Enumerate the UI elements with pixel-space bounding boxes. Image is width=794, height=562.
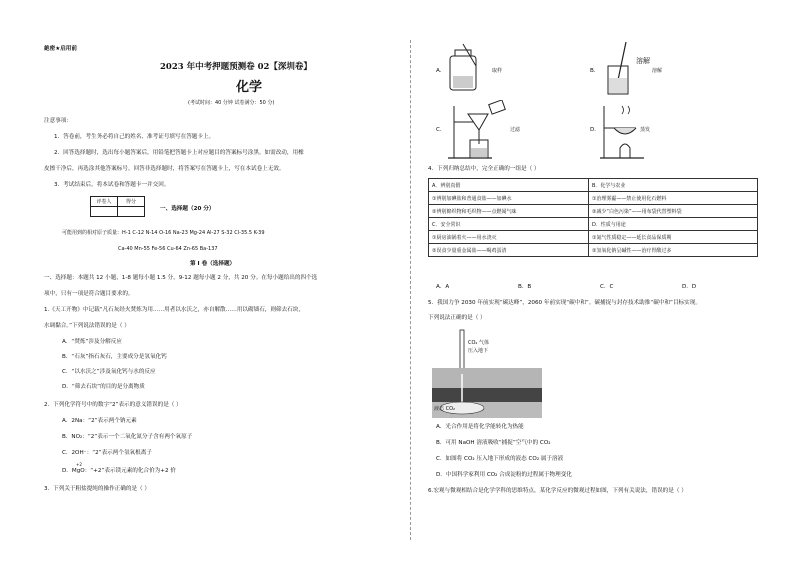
q4-cell: ①治理雾霾——禁止使用化石燃料 [588, 192, 757, 205]
q4-answer: A．A [436, 284, 450, 290]
score-box-label: 评卷人 [91, 197, 118, 207]
dissolving-beaker-icon [604, 40, 634, 96]
q4-cell: ①氮气性质稳定——延长食品保质期 [588, 231, 757, 244]
q2-option: A．2Na：“2”表示两个钠元素 [62, 418, 137, 424]
q4-cell: ①厨房油锅着火——用水浇灭 [429, 231, 589, 244]
notice-item: 2．回答选择题时，选出每小题答案后，用铅笔把答题卡上对应题目的答案标号涂黑。如需改动，用橡 [54, 150, 304, 156]
q1-option: B．“石灰”指石灰石，主要成分是氢氧化钙 [62, 354, 167, 360]
score-box-cell [91, 207, 118, 217]
q1-option: A．“焚炼”涉及分解反应 [62, 339, 122, 345]
q4-cell: D．性质与用途 [588, 218, 757, 231]
q5-stem: 5．我国力争 2030 年前实现“碳达峰”，2060 年前实现“碳中和”。碳捕捉与封存技术助推“碳中和”目标实现。 [428, 300, 701, 306]
notice-heading: 注意事项： [44, 118, 72, 124]
q2-option: C．2OH⁻：“2”表示两个氢氧根离子 [62, 450, 152, 456]
atomic-masses-line: Ca-40 Mn-55 Fe-56 Cu-64 Zn-65 Ba-137 [118, 246, 218, 252]
q4-cell: ②氢氧化钠呈碱性——治疗胃酸过多 [588, 244, 757, 257]
q4-answer: C．C [600, 284, 614, 290]
q4-cell: ②误食少量重金属盐——喝鸡蛋清 [429, 244, 589, 257]
q4-cell: ②辨别棉织物和毛织物——点燃闻气味 [429, 205, 589, 218]
q3-option-letter: D． [590, 127, 600, 133]
q4-answer: D．D [682, 284, 697, 290]
atomic-masses-line: 可能用到的相对原子质量：H-1 C-12 N-14 O-16 Na-23 Mg-24 Al-27 S-32 Cl-35.5 K-39 [62, 230, 265, 236]
instructions-line: 项中，只有一项是符合题目要求的。 [44, 291, 134, 297]
q1-stem: 水调黏合。”下列说法错误的是（ ） [44, 323, 130, 329]
q1-option: C．“以水沃之”涉及氧化钙与水的反应 [62, 369, 156, 375]
q4-cell: B．化学与农业 [588, 179, 757, 192]
notice-item: 1．答卷前，考生务必将自己的姓名、准考证号填写在答题卡上。 [54, 134, 215, 140]
q6-stem: 6.宏观与微观相结合是化学学科的思维特点，某化学反应的微观过程如图，下列有关说法，错误的是（ ） [428, 488, 687, 494]
instructions-line: 一、选择题：本题共 12 小题，1-8 题每小题 1.5 分，9-12 题每小题 2 分，共 20 分。在每小题给出的四个选 [44, 275, 318, 281]
q4-answer: B．B [518, 284, 532, 290]
q3-option-letter: C． [436, 127, 446, 133]
q3-option-label-small: 溶解 [652, 68, 663, 74]
q4-table [428, 178, 758, 257]
q3-option-label: 取样 [492, 68, 503, 74]
q4-cell: C．安全常识 [429, 218, 589, 231]
q5-stem: 下列说法正确的是（ ） [428, 315, 486, 321]
q1-stem: 1.《天工开物》中记载“凡石灰经火焚炼为用……用者以水沃之，亦自解散……用以砌墙石，则筛去石块， [44, 307, 304, 313]
page-divider [410, 40, 411, 540]
section1-label: 一、选择题（20 分） [160, 206, 215, 212]
fig-label: 压入地下 [468, 348, 489, 354]
notice-item: 3．考试结束后，将本试卷和答题卡一并交回。 [54, 182, 170, 188]
q4-stem: 4．下列归纳总结中，完全正确的一组是（ ） [428, 166, 540, 172]
q3-option-label: 过滤 [510, 127, 521, 133]
exam-title: 2023 年中考押题预测卷 02【深圳卷】 [160, 62, 312, 72]
q3-option-letter: A． [436, 68, 446, 74]
score-box-label: 得分 [118, 197, 145, 207]
notice-item: 皮擦干净后，再选涂其他答案标号。回答非选择题时，将答案写在答题卡上，写在本试卷上无效。 [44, 166, 285, 172]
q3-option-letter: B． [590, 68, 600, 74]
q3-stem: 3．下列关于粗盐提纯的操作正确的是（ ） [44, 486, 151, 492]
q5-option: D．中国科学家利用 CO₂ 合成淀粉的过程属于物理变化 [436, 472, 572, 478]
subject-title: 化学 [236, 80, 263, 95]
q2-option: D．MgO：“+2”表示镁元素的化合价为+2 价 [62, 468, 176, 474]
q5-option: B．可用 NaOH 溶液吸收“捕捉”空气中的 CO₂ [436, 440, 551, 446]
q1-option: D．“筛去石块”的目的是分离物质 [62, 384, 145, 390]
q4-cell: A．辨别真假 [429, 179, 589, 192]
filtration-apparatus-icon [448, 100, 508, 162]
fig-label: 液态 CO₂ [434, 406, 456, 412]
q3-option-label: 蒸发 [640, 127, 651, 133]
q4-cell: ②减少“白色污染”——用布袋代替塑料袋 [588, 205, 757, 218]
sampling-apparatus-icon [446, 42, 486, 94]
q3-option-label: 溶解 [636, 57, 650, 65]
score-box-cell [118, 207, 145, 217]
fig-label: CO₂ 气体 [468, 340, 490, 346]
q2-stem: 2．下列化学符号中的数字“2”表示的意义错误的是（ ） [44, 402, 182, 408]
q2-superscript: +2 [76, 462, 82, 467]
part1-title: 第 I 卷（选择题） [190, 261, 236, 267]
secret-mark: 絶密★启用前 [44, 46, 77, 52]
q5-option: A．光合作用是将化学能转化为热能 [436, 424, 524, 430]
exam-info: (考试时间：40 分钟 试卷满分：50 分) [188, 100, 275, 106]
q2-option: B．NO₂：“2”表示一个二氧化氮分子含有两个氧原子 [62, 434, 193, 440]
q4-cell: ①辨别加碘盐和普通食盐——加碘水 [429, 192, 589, 205]
q5-option: C．如图将 CO₂ 压入地下形成的液态 CO₂ 属于溶液 [436, 456, 564, 462]
score-box [90, 196, 145, 217]
